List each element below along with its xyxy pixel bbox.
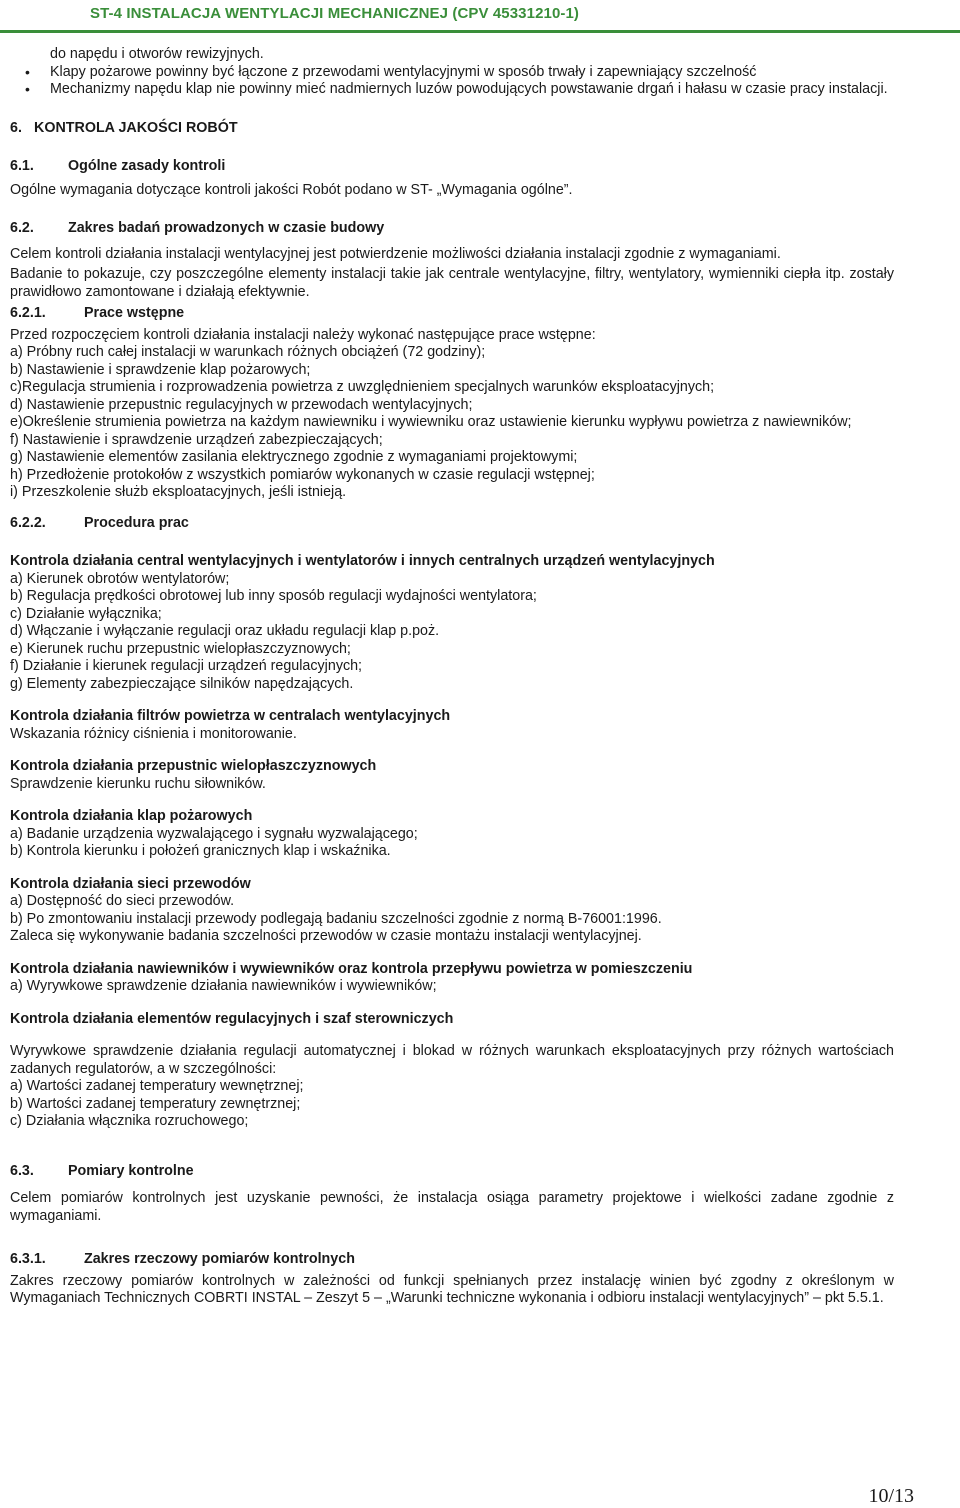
check-group-lead: Wyrywkowe sprawdzenie działania regulacji automatycznej i blokad w różnych warunkach eksploatacyjnych przy różnych wartościach zadanych regulatorów, a w szczególności: <box>10 1043 894 1077</box>
section-title: Pomiary kontrolne <box>68 1162 194 1179</box>
check-group-title: Kontrola działania sieci przewodów <box>10 875 251 892</box>
check-group-title: Kontrola działania klap pożarowych <box>10 808 253 824</box>
list-item: a) Dostępność do sieci przewodów. <box>10 893 235 909</box>
list-item: g) Elementy zabezpieczające silników napędzających. <box>10 675 354 692</box>
section-number: 6.1. <box>10 158 34 174</box>
intro-line: do napędu i otworów rewizyjnych. <box>50 46 264 62</box>
list-item: Sprawdzenie kierunku ruchu siłowników. <box>10 775 266 792</box>
list-item: f) Nastawienie i sprawdzenie urządzeń zabezpieczających; <box>10 431 383 448</box>
check-group-title: Kontrola działania filtrów powietrza w centralach wentylacyjnych <box>10 708 451 724</box>
list-item: c) Działania włącznika rozruchowego; <box>10 1113 249 1129</box>
bullet-item: • Mechanizmy napędu klap nie powinny mieć nadmiernych luzów powodujących powstawanie drgań i hałasu w czasie pracy instalacji. <box>10 81 894 99</box>
list-item: b) Regulacja prędkości obrotowej lub inny sposób regulacji wydajności wentylatora; <box>10 588 537 604</box>
section-title: Ogólne zasady kontroli <box>68 158 226 174</box>
list-item: a) Wyrywkowe sprawdzenie działania nawiewników i wywiewników; <box>10 978 437 994</box>
list-item: a) Próbny ruch całej instalacji w warunkach różnych obciążeń (72 godziny); <box>10 344 486 360</box>
list-item: e) Kierunek ruchu przepustnic wielopłaszczyznowych; <box>10 640 351 657</box>
section-6-3-1-text: Zakres rzeczowy pomiarów kontrolnych w zależności od funkcji spełnianych przez instalację winien być zgodny z określonym w Wymaganiach Technicznych COBRTI INSTAL – Zeszyt 5 – „Warunki techniczne wykonania i odbioru instalacji wentylacyjnych” – pkt 5.5.1. <box>10 1272 894 1306</box>
check-group-title: Kontrola działania central wentylacyjnych i wentylatorów i innych centralnych urządzeń wentylacyjnych <box>10 553 715 569</box>
check-group-central <box>10 553 894 693</box>
list-item: a) Kierunek obrotów wentylatorów; <box>10 570 230 587</box>
page-header <box>0 0 960 28</box>
check-group-dampers <box>10 758 894 793</box>
list-item: d) Włączanie i wyłączanie regulacji oraz układu regulacji klap p.poż. <box>10 623 440 639</box>
section-6-2-paragraph: Celem kontroli działania instalacji wentylacyjnej jest potwierdzenie możliwości działania instalacji zgodnie z wymaganiami. <box>10 245 781 262</box>
list-item: b) Kontrola kierunku i położeń granicznych klap i wskaźnika. <box>10 843 391 859</box>
section-6-2-1-heading <box>10 305 894 323</box>
check-group-filters <box>10 708 894 743</box>
header-title: ST-4 INSTALACJA WENTYLACJI MECHANICZNEJ (CPV 45331210-1) <box>90 5 580 22</box>
list-item: a) Badanie urządzenia wyzwalającego i sygnału wyzwalającego; <box>10 825 418 842</box>
section-6-1-heading <box>10 158 894 176</box>
list-item: g) Nastawienie elementów zasilania elektrycznego zgodnie z wymaganiami projektowymi; <box>10 449 578 465</box>
list-item: b) Nastawienie i sprawdzenie klap pożarowych; <box>10 361 311 378</box>
section-6-3-heading <box>10 1163 894 1181</box>
section-6-heading <box>10 120 894 138</box>
list-item: Zaleca się wykonywanie badania szczelności przewodów w czasie montażu instalacji wentylacyjnej. <box>10 928 642 944</box>
section-6-3-1-heading <box>10 1251 894 1269</box>
section-6-1-text: Ogólne wymagania dotyczące kontroli jakości Robót podano w ST- „Wymagania ogólne”. <box>10 181 573 198</box>
list-item: i) Przeszkolenie służb eksploatacyjnych, jeśli istnieją. <box>10 484 347 500</box>
bullet-list <box>10 64 894 99</box>
list-item: d) Nastawienie przepustnic regulacyjnych w przewodach wentylacyjnych; <box>10 396 473 413</box>
list-item: c) Działanie wyłącznika; <box>10 605 162 622</box>
bullet-item: • Klapy pożarowe powinny być łączone z przewodami wentylacyjnymi w sposób trwały i zapewniający szczelność <box>10 64 894 82</box>
section-6-2-1-lead: Przed rozpoczęciem kontroli działania instalacji należy wykonać następujące prace wstępne: <box>10 326 596 343</box>
check-group-fire-dampers <box>10 808 894 861</box>
section-title: Procedura prac <box>84 514 189 531</box>
check-group-ducts <box>10 876 894 946</box>
section-6-3-text: Celem pomiarów kontrolnych jest uzyskanie pewności, że instalacja osiąga parametry projektowe i wielkości zadane zgodnie z wymaganiami. <box>10 1190 894 1224</box>
section-title: Zakres rzeczowy pomiarów kontrolnych <box>84 1251 355 1267</box>
section-number: 6. <box>10 119 22 136</box>
check-group-title: Kontrola działania przepustnic wielopłaszczyznowych <box>10 758 377 774</box>
section-6-2-heading <box>10 220 894 238</box>
section-title: Prace wstępne <box>84 305 185 321</box>
section-6-2-2-heading <box>10 515 894 533</box>
section-number: 6.3.1. <box>10 1251 46 1267</box>
list-item: f) Działanie i kierunek regulacji urządzeń regulacyjnych; <box>10 658 363 674</box>
section-title: Zakres badań prowadzonych w czasie budowy <box>68 220 385 236</box>
document-body <box>10 46 894 1308</box>
section-number: 6.2.1. <box>10 305 46 321</box>
section-number: 6.2. <box>10 220 34 236</box>
page-number: 10/13 <box>868 1485 914 1507</box>
section-6-2-paragraph: Badanie to pokazuje, czy poszczególne elementy instalacji takie jak centrale wentylacyjne, filtry, wentylatory, wymienniki ciepła itp. zostały prawidłowo zamontowane i działają efektywnie. <box>10 266 894 300</box>
header-rule <box>0 30 960 33</box>
list-item: a) Wartości zadanej temperatury wewnętrznej; <box>10 1078 304 1094</box>
list-item: b) Wartości zadanej temperatury zewnętrznej; <box>10 1095 301 1112</box>
list-item: Wskazania różnicy ciśnienia i monitorowanie. <box>10 725 297 742</box>
check-group-title: Kontrola działania elementów regulacyjnych i szaf sterowniczych <box>10 1010 454 1027</box>
prace-wstepne-list <box>10 344 894 502</box>
list-item: b) Po zmontowaniu instalacji przewody podlegają badaniu szczelności zgodnie z normą B-76001:1996. <box>10 910 662 927</box>
check-group-title: Kontrola działania nawiewników i wywiewników oraz kontrola przepływu powietrza w pomieszczeniu <box>10 960 693 977</box>
check-group-controls <box>10 1011 894 1131</box>
check-group-diffusers <box>10 961 894 996</box>
section-number: 6.2.2. <box>10 514 46 531</box>
list-item: e)Określenie strumienia powietrza na każdym nawiewniku i wywiewniku oraz ustawienie kierunku wypływu powietrza z nawiewników; <box>10 414 852 430</box>
list-item: c)Regulacja strumienia i rozprowadzenia powietrza z uwzględnieniem specjalnych warunków eksploatacyjnych; <box>10 379 715 395</box>
section-number: 6.3. <box>10 1162 34 1179</box>
list-item: h) Przedłożenie protokołów z wszystkich pomiarów wykonanych w czasie regulacji wstępnej; <box>10 466 595 483</box>
section-title: KONTROLA JAKOŚCI ROBÓT <box>34 119 238 136</box>
